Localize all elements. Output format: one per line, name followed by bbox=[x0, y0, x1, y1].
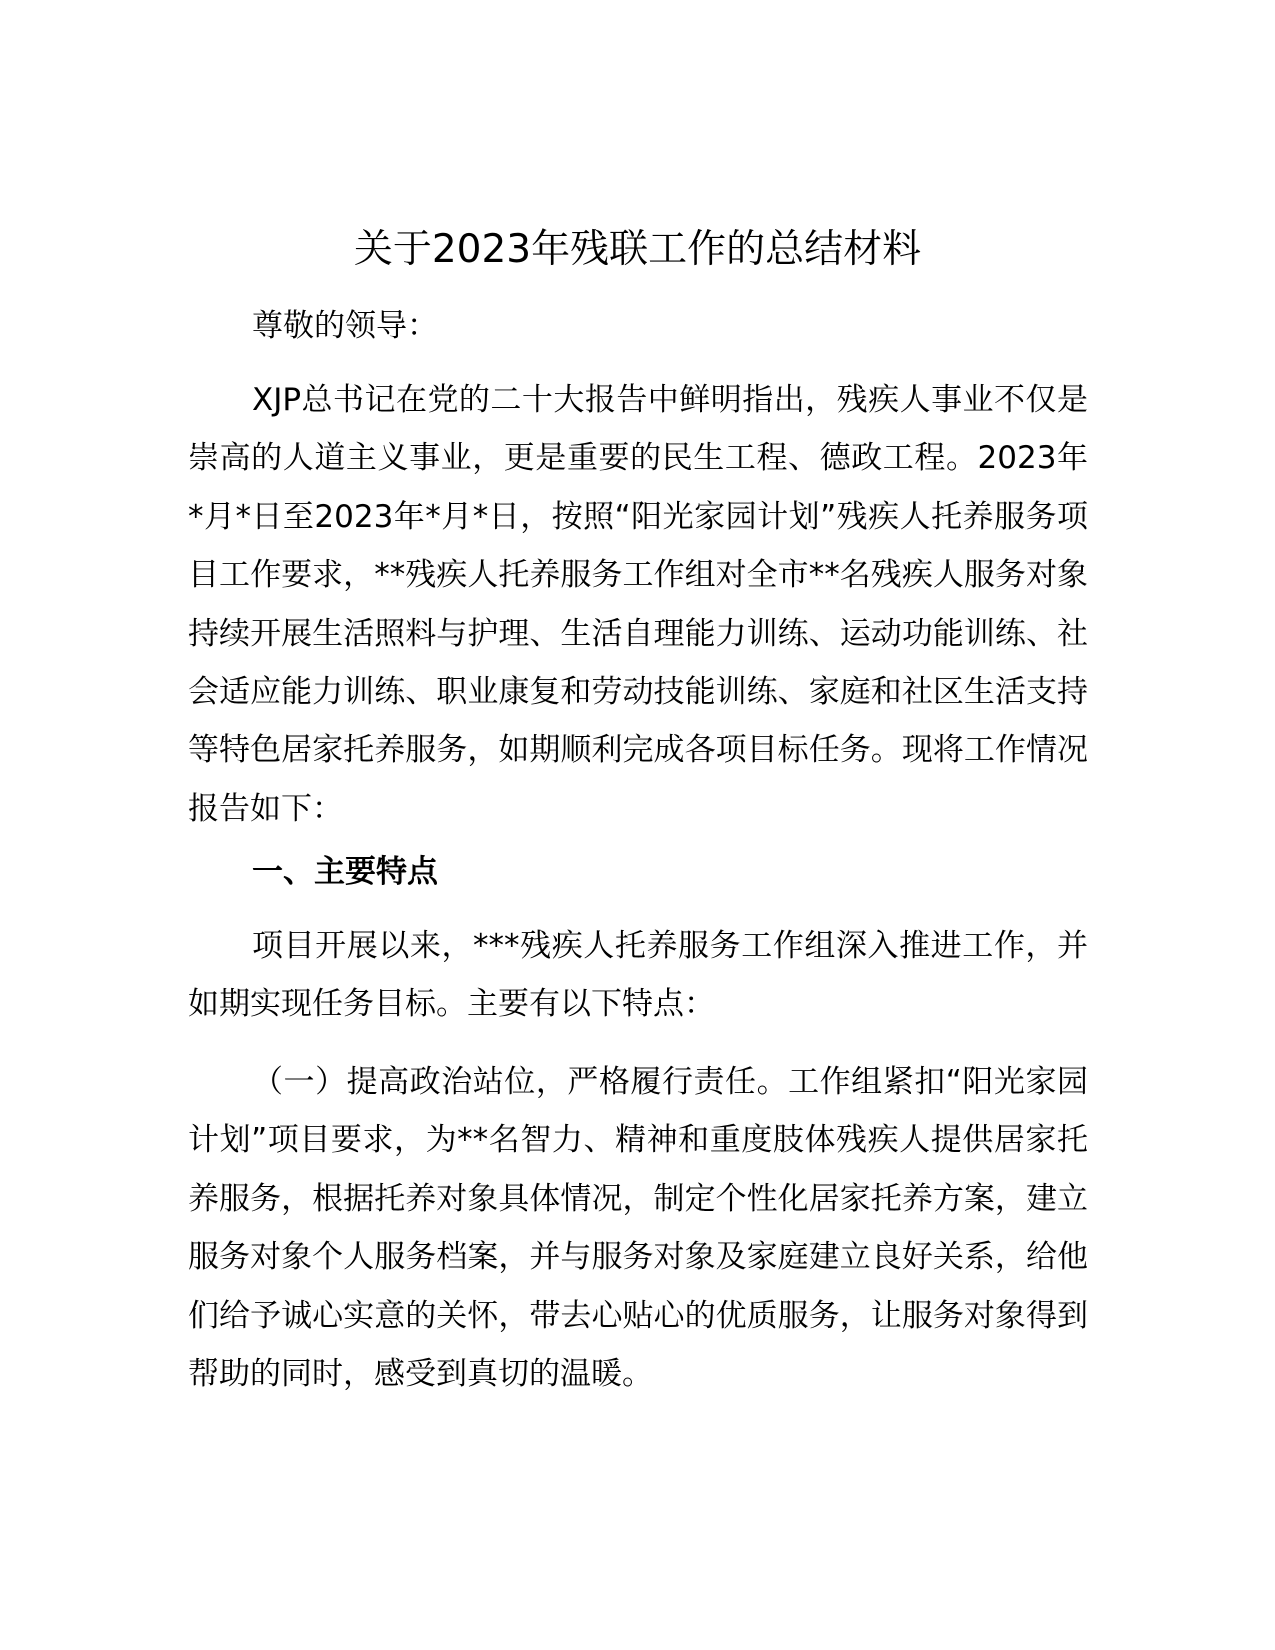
paragraph-political-standing: （一）提高政治站位，严格履行责任。工作组紧扣“阳光家园计划”项目要求，为**名智力、精神和重度肢体残疾人提供居家托养服务，根据托养对象具体情况，制定个性化居家托养方案，建立服务对象个人服务档案，并与服务对象及家庭建立良好关系，给他们给予诚心实意的关怀，带去心贴心的优质服务，让服务对象得到帮助的同时，感受到真切的温暖。 bbox=[188, 1064, 1088, 1393]
salutation: 尊敬的领导： bbox=[252, 308, 438, 344]
document-title: 关于2023年残联工作的总结材料 bbox=[353, 227, 922, 272]
paragraph-intro: XJP总书记在党的二十大报告中鲜明指出，残疾人事业不仅是崇高的人道主义事业，更是重要的民生工程、德政工程。2023年*月*日至2023年*月*日，按照“阳光家园计划”残疾人托养服务项目工作要求，**残疾人托养服务工作组对全市**名残疾人服务对象持续开展生活照料与护理、生活自理能力训练、运动功能训练、社会适应能力训练、职业康复和劳动技能训练、家庭和社区生活支持等特色居家托养服务，如期顺利完成各项目标任务。现将工作情况报告如下： bbox=[188, 382, 1088, 827]
section-heading-main-features: 一、主要特点 bbox=[252, 854, 438, 890]
paragraph-features-intro: 项目开展以来，***残疾人托养服务工作组深入推进工作，并如期实现任务目标。主要有以下特点： bbox=[188, 928, 1088, 1023]
